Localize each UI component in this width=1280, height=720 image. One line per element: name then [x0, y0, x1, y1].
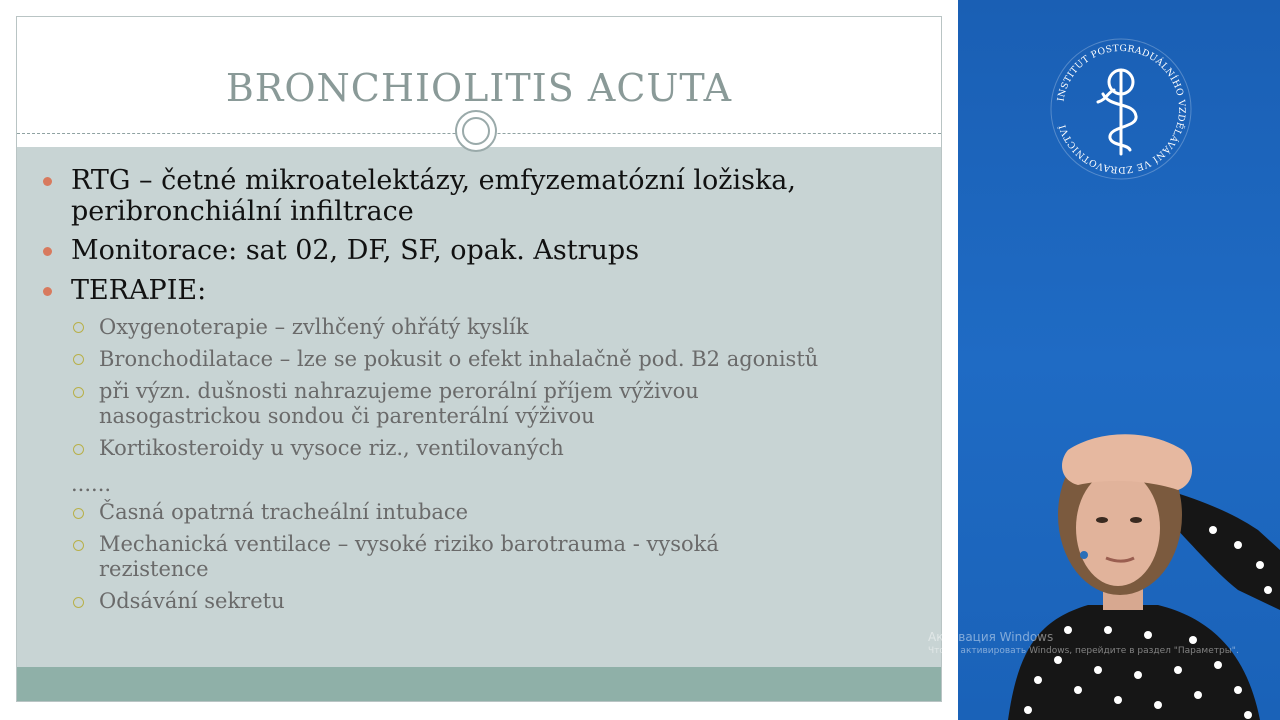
presentation-slide [16, 16, 942, 702]
sub-bullet-ring-icon [73, 444, 84, 455]
slide-title: BRONCHIOLITIS ACUTA [225, 66, 733, 110]
bullet-text-line: nasogastrickou sondou či parenterální výživou [99, 404, 595, 428]
title-ring-ornament [455, 110, 497, 152]
bullet-text-line: peribronchiální infiltrace [71, 196, 414, 227]
windows-activation-watermark [928, 630, 1239, 656]
watermark-line-1: Активация Windows [928, 630, 1054, 644]
bullet-text-line: RTG – četné mikroatelektázy, emfyzematózní ložiska, [71, 165, 796, 196]
sub-bullet-ring-icon [73, 387, 84, 398]
sub-bullet-ring-icon [73, 597, 84, 608]
bullet-text-line: Odsávání sekretu [99, 589, 285, 613]
sub-bullet-ring-icon [73, 322, 84, 333]
sub-bullet-bronchodilatace [99, 347, 818, 372]
bullet-text-line: Oxygenoterapie – zvlhčený ohřátý kyslík [99, 315, 529, 339]
sub-bullet-ring-icon [73, 354, 84, 365]
sub-bullet-ring-icon [73, 508, 84, 519]
ellipsis-line: ...... [71, 472, 112, 496]
slide-bullet-monitorace [71, 235, 639, 266]
sub-bullet-kortikosteroidy [99, 436, 564, 461]
bullet-dot-icon [43, 177, 52, 186]
slide-bullet-terapie [71, 275, 206, 306]
bullet-text-line: Mechanická ventilace – vysoké riziko barotrauma - vysoká [99, 532, 719, 556]
snake-staff-emblem-icon [1098, 70, 1136, 154]
bullet-text-line: Monitorace: sat 02, DF, SF, opak. Astrups [71, 235, 640, 266]
bullet-text-line: při význ. dušnosti nahrazujeme perorální příjem výživou [99, 379, 699, 403]
sub-bullet-vyziva [99, 379, 699, 429]
bullet-text-line: Bronchodilatace – lze se pokusit o efekt inhalačně pod. B2 agonistů [99, 347, 819, 371]
sub-bullet-odsavani [99, 589, 285, 614]
presenter-video [998, 420, 1280, 720]
sub-bullet-oxygenoterapie [99, 315, 528, 340]
institute-logo [1048, 36, 1194, 182]
bullet-dot-icon [43, 287, 52, 296]
sub-bullet-ring-icon [73, 540, 84, 551]
bullet-text-line: Časná opatrná tracheální intubace [99, 500, 469, 524]
bullet-text-line: TERAPIE: [71, 275, 207, 306]
sub-bullet-intubace [99, 500, 468, 525]
watermark-line-2: Чтобы активировать Windows, перейдите в раздел "Параметры". [928, 646, 1239, 656]
slide-footer-band [17, 667, 941, 701]
bullet-dot-icon [43, 247, 52, 256]
logo-ring-text: INSTITUT POSTGRADUÁLNÍHO VZDĚLÁVÁNÍ VE ZDRAVOTNICTVÍ [1055, 42, 1188, 176]
sub-bullet-ventilace [99, 532, 719, 582]
slide-bullet-rtg [71, 165, 796, 227]
presenter-video-panel [928, 0, 1280, 720]
bullet-text-line: rezistence [99, 557, 209, 581]
bullet-text-line: Kortikosteroidy u vysoce riz., ventilovaných [99, 436, 564, 460]
